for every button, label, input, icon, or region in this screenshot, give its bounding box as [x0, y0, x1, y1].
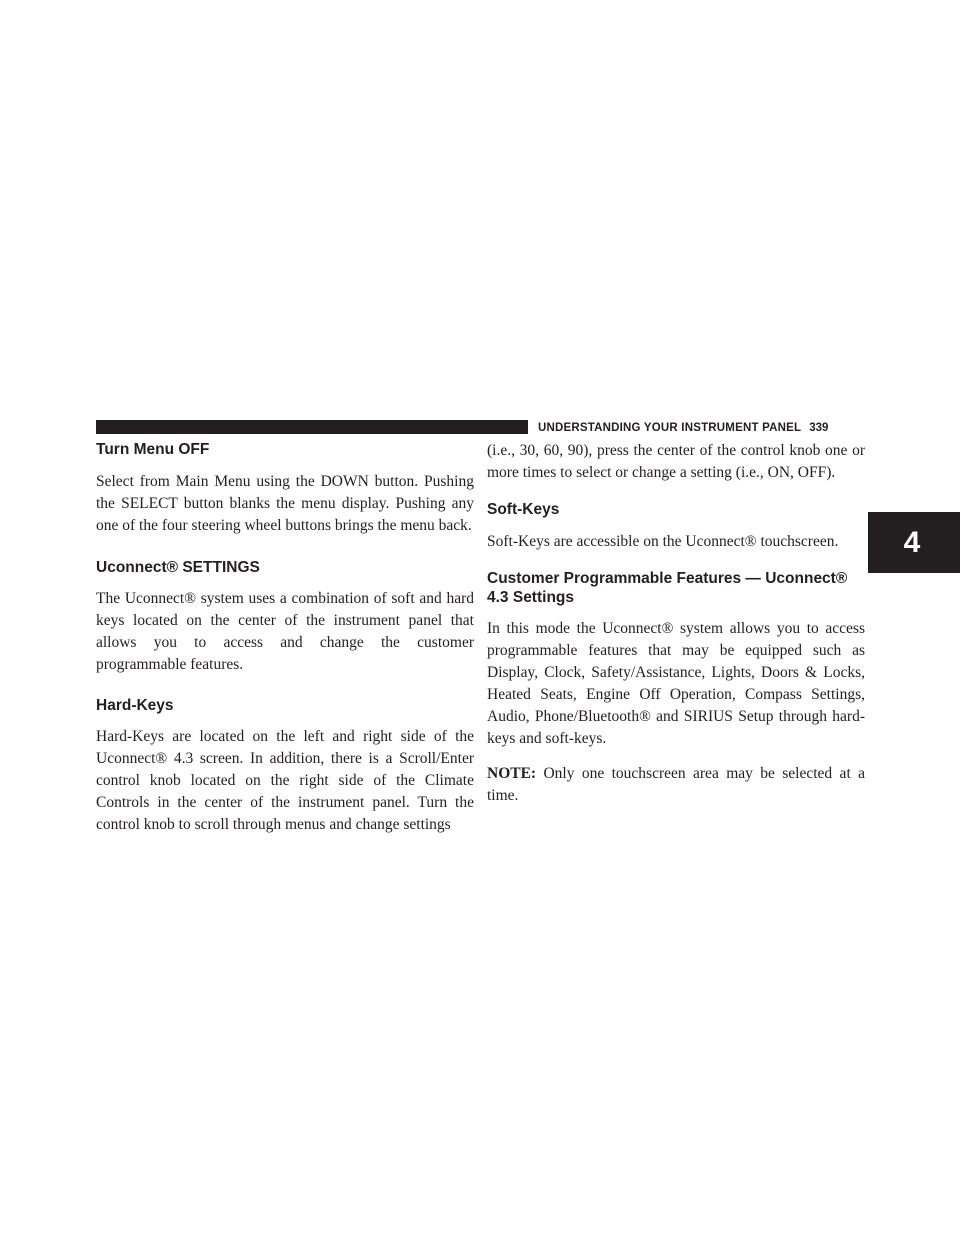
paragraph-programmable-features: In this mode the Uconnect® system allows you to access programmable features that may be equipped such as Display, Clock, Safety/Assistance, Lights, Doors & Locks, Heated Seats, Engine Off Operation, Compass Settings, Audio, Phone/Bluetooth® and SIRIUS Setup through hard-keys and soft-keys. — [487, 620, 865, 747]
heading-customer-programmable-features: Customer Programmable Features — Uconnect® 4.3 Settings — [487, 570, 848, 606]
chapter-tab — [868, 512, 960, 573]
right-column — [487, 440, 865, 807]
paragraph-hard-keys: Hard-Keys are located on the left and right side of the Uconnect® 4.3 screen. In addition, there is a Scroll/Enter control knob located on the right side of the Climate Controls in the center of the instrument panel. Turn the control knob to scroll through menus and change settings — [96, 728, 474, 833]
paragraph-hard-keys-continued: (i.e., 30, 60, 90), press the center of the control knob one or more times to select or change a setting (i.e., ON, OFF). — [487, 442, 865, 481]
chapter-number: 4 — [903, 526, 921, 559]
section-title: UNDERSTANDING YOUR INSTRUMENT PANEL — [538, 422, 802, 434]
page-number: 339 — [809, 422, 829, 434]
header-rule — [96, 420, 528, 434]
heading-turn-menu-off: Turn Menu OFF — [96, 441, 210, 458]
heading-uconnect-settings: Uconnect® SETTINGS — [96, 559, 260, 576]
note-text: Only one touchscreen area may be selected at a time. — [487, 765, 866, 804]
paragraph-turn-menu-off: Select from Main Menu using the DOWN button. Pushing the SELECT button blanks the menu display. Pushing any one of the four steering wheel buttons brings the menu back. — [96, 473, 474, 534]
running-header — [538, 420, 864, 436]
note-paragraph — [487, 763, 865, 807]
note-label: NOTE: — [487, 765, 537, 782]
heading-hard-keys: Hard-Keys — [96, 697, 174, 714]
paragraph-uconnect-settings: The Uconnect® system uses a combination of soft and hard keys located on the center of the instrument panel that allows you to access and change the customer programmable features. — [96, 590, 474, 673]
paragraph-soft-keys: Soft-Keys are accessible on the Uconnect® touchscreen. — [487, 533, 839, 550]
heading-soft-keys: Soft-Keys — [487, 501, 560, 518]
left-column — [96, 440, 474, 836]
